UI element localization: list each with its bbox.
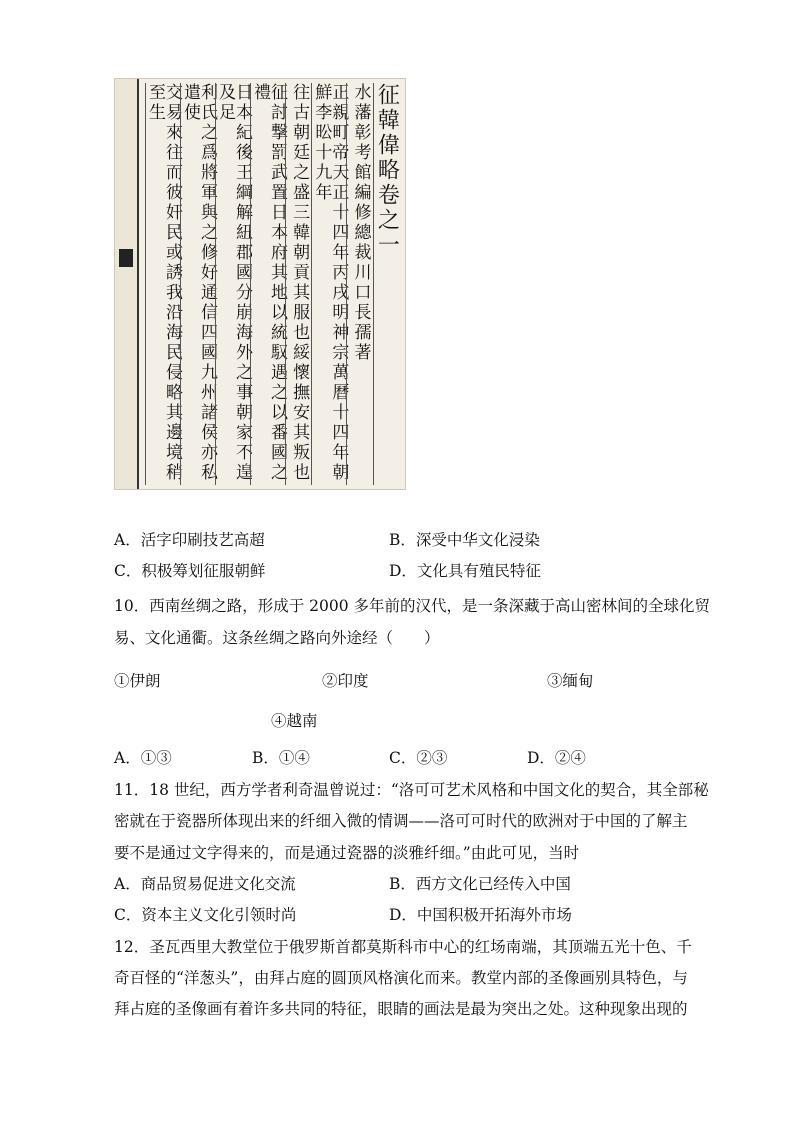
q9-option-d: D．文化具有殖民特征	[389, 562, 541, 580]
document-columns	[139, 79, 405, 489]
q10-option-d: D．②④	[527, 749, 586, 767]
q11-option-a: A．商品贸易促进文化交流	[114, 875, 296, 893]
document-column	[373, 83, 399, 485]
document-column-text: 利氏之爲將軍與之修好通信四國九州諸侯亦私遣使	[180, 83, 218, 483]
document-column-text: 正親町帝天正十四年丙戌明神宗萬曆十四年朝鮮李昖十九年	[311, 83, 349, 483]
q10-item-3: ③缅甸	[547, 672, 594, 690]
q11-option-b: B．西方文化已经传入中国	[389, 875, 571, 893]
q10-item-2: ②印度	[322, 672, 369, 690]
document-column	[311, 83, 349, 485]
document-column	[346, 83, 372, 485]
document-column-text: 交易來往而彼奸民或誘我沿海民侵略其邊境稍至生	[145, 83, 183, 483]
q10-item-1: ①伊朗	[114, 672, 161, 690]
q10-option-a: A．①③	[114, 749, 172, 767]
q11-stem-line-2: 密就在于瓷器所体现出来的纤细入微的情调——洛可可时代的欧洲对于中国的了解主	[114, 812, 688, 830]
q10-option-b: B．①④	[252, 749, 310, 767]
document-column-text: 征討撃罰武置日本府其地以統馭遇之以番國之禮	[250, 83, 288, 483]
document-column-text: 水藩彰考館編修總裁川口長孺著	[350, 83, 371, 363]
document-column	[285, 83, 311, 485]
q11-stem-line-3: 要不是通过文字得来的，而是通过瓷器的淡雅纤细。”由此可见，当时	[114, 844, 580, 862]
document-column	[180, 83, 218, 485]
q12-stem-line-3: 拜占庭的圣像画有着许多共同的特征，眼睛的画法是最为突出之处。这种现象出现的	[114, 1000, 688, 1018]
q11-option-c: C．资本主义文化引领时尚	[114, 906, 297, 924]
q11-stem-line-1: 11．18 世纪，西方学者利奇温曾说过：“洛可可艺术风格和中国文化的契合，其全部秘	[114, 781, 709, 799]
q10-option-c: C．②③	[389, 749, 448, 767]
q9-option-a: A．活字印刷技艺高超	[114, 531, 265, 549]
q12-stem-line-1: 12．圣瓦西里大教堂位于俄罗斯首都莫斯科市中心的红场南端，其顶端五光十色、千	[114, 938, 692, 956]
fish-tail-mark-icon	[119, 249, 133, 267]
page-margin-strip	[115, 79, 139, 489]
document-column-text: 征韓偉略卷之一	[374, 83, 400, 258]
q10-stem-line-1: 10．西南丝绸之路，形成于 2000 多年前的汉代，是一条深藏于高山密林间的全球化贸	[114, 597, 711, 615]
q9-option-c: C．积极筹划征服朝鲜	[114, 562, 266, 580]
q12-stem-line-2: 奇百怪的“洋葱头”，由拜占庭的圆顶风格演化而来。教堂内部的圣像画别具特色，与	[114, 969, 688, 987]
q9-option-b: B．深受中华文化浸染	[389, 531, 540, 549]
q10-stem-line-2: 易、文化通衢。这条丝绸之路向外途经（ ）	[114, 629, 440, 647]
q10-item-4: ④越南	[271, 712, 318, 730]
document-column-text: 日本紀後王綱解紐郡國分崩海外之事朝家不遑及足	[215, 83, 253, 483]
historical-document-image	[114, 78, 406, 490]
document-column	[215, 83, 253, 485]
q11-option-d: D．中国积极开拓海外市场	[389, 906, 572, 924]
document-column	[145, 83, 183, 485]
document-column	[250, 83, 288, 485]
document-column-text: 往古朝廷之盛三韓朝貢其服也綏懷撫安其叛也	[289, 83, 310, 483]
